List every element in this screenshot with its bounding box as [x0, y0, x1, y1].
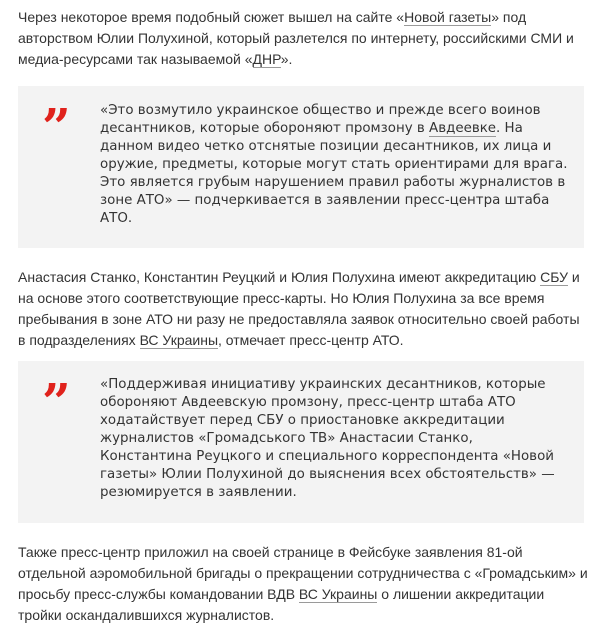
paragraph-text: и на основе этого соответствующие пресс-карты. Но Юлия Полухина за все время пребывания в зоне АТО ни разу не предоставляла заявок относительно своей работы в подразделениях	[18, 269, 580, 348]
paragraph-3	[18, 542, 588, 626]
quote-mark-icon: ”	[42, 372, 71, 431]
paragraph-text: » под авторством Юлии Полухиной, который разлетелся по интернету, российскими СМИ и медиа-ресурсами так называемой «	[18, 9, 574, 67]
paragraph-2	[18, 267, 588, 351]
paragraph-text: , отмечает пресс-центр АТО.	[218, 332, 404, 348]
quote-text-part: . На данном видео четко отснятые позиции десантников, их лица и оружие, предметы, которые могут стать ориентирами для врага. Это является грубым нарушением правил работы журналистов в зоне АТО» — подчеркивается в заявлении пресс-центра штаба АТО.	[100, 121, 568, 226]
quote-text: «Поддерживая инициативу украинских десантников, которые обороняют Авдеевскую промзону, пресс-центр штаба АТО ходатайствует перед СБУ о приостановке аккредитации журналистов «Громадського ТВ» Анастасии Станко, Константина Реуцкого и специального корреспондента «Новой газеты» Юлии Полухиной до выяснения всех обстоятельств» — резюмируется в заявлении.	[100, 377, 555, 500]
paragraph-text: о лишении аккредитации тройки оскандалившихся журналистов.	[18, 586, 545, 623]
quote-text	[100, 102, 568, 228]
link-sbu[interactable]: СБУ	[540, 269, 569, 285]
link-dnr[interactable]: ДНР	[252, 51, 281, 67]
quote-text-part: «Это возмутило украинское общество и прежде всего воинов десантников, которые обороняют промзону в	[100, 103, 541, 136]
link-vs-ukrainy-2[interactable]: ВС Украины	[298, 586, 378, 602]
link-vs-ukrainy[interactable]: ВС Украины	[139, 332, 219, 348]
blockquote-2	[18, 361, 584, 523]
paragraph-text: Анастасия Станко, Константин Реуцкий и Юлия Полухина имеют аккредитацию	[18, 269, 541, 285]
link-avdeevka[interactable]: Авдеевке	[429, 121, 497, 136]
paragraph-1	[18, 7, 588, 70]
blockquote-1	[18, 86, 584, 248]
paragraph-text: Также пресс-центр приложил на своей странице в Фейсбуке заявления 81-ой отдельной аэромобильной бригады о прекращении сотрудничества с «Громадським» и просьбу пресс-службы командовании ВДВ	[18, 544, 588, 602]
paragraph-text: ».	[280, 51, 293, 67]
link-novaya-gazeta[interactable]: Новой газеты	[404, 9, 492, 25]
quote-mark-icon: ”	[42, 97, 71, 156]
paragraph-text: Через некоторое время подобный сюжет вышел на сайте «	[18, 9, 405, 25]
